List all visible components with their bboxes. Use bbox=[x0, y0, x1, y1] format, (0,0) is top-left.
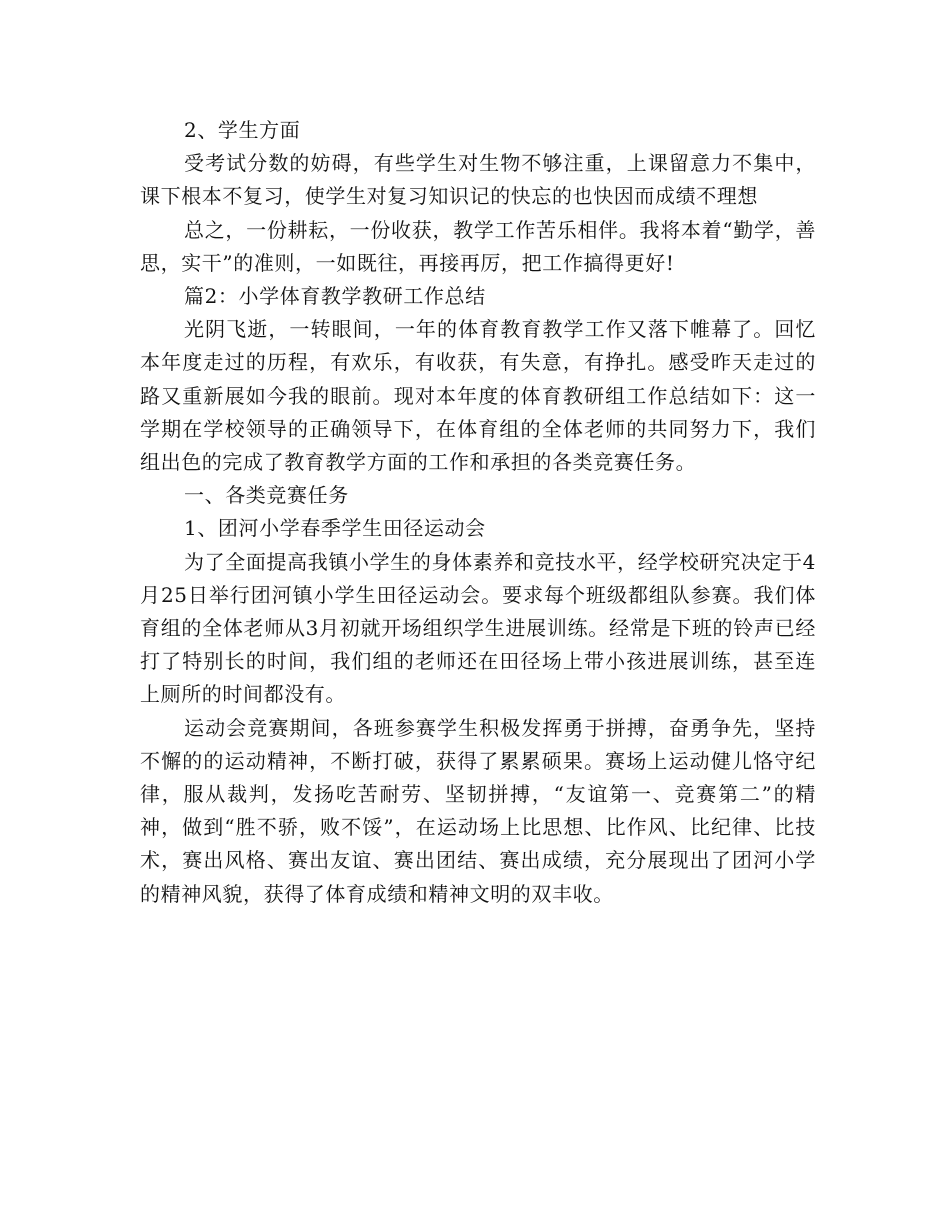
paragraph-student-issues: 受考试分数的妨碍，有些学生对生物不够注重，上课留意力不集中，课下根本不复习，使学生对复习知识记的快忘的也快因而成绩不理想 bbox=[140, 151, 816, 209]
document-body bbox=[140, 114, 816, 911]
paragraph-competition-period: 运动会竞赛期间，各班参赛学生积极发挥勇于拼搏，奋勇争先，坚持不懈的的运动精神，不断打破，获得了累累硕果。赛场上运动健儿恪守纪律，服从裁判，发扬吃苦耐劳、坚韧拼搏，“友谊第一、竞赛第二”的精神，做到“胜不骄，败不馁”，在运动场上比思想、比作风、比纪律、比技术，赛出风格、赛出友谊、赛出团结、赛出成绩，充分展现出了团河小学的精神风貌，获得了体育成绩和精神文明的双丰收。 bbox=[140, 715, 816, 906]
subheading-student-aspect: 2、学生方面 bbox=[184, 118, 301, 142]
paragraph-conclusion: 总之，一份耕耘，一份收获，教学工作苦乐相伴。我将本着“勤学，善思，实干”的准则，一如既往，再接再厉，把工作搞得更好! bbox=[140, 217, 816, 275]
section-heading-competitions: 一、各类竞赛任务 bbox=[184, 483, 349, 508]
article-title: 篇2：小学体育教学教研工作总结 bbox=[184, 284, 486, 309]
paragraph-track-meet: 为了全面提高我镇小学生的身体素养和竞技水平，经学校研究决定于4月25日举行团河镇小学生田径运动会。要求每个班级都组队参赛。我们体育组的全体老师从3月初就开场组织学生进展训练。经常是下班的铃声已经打了特别长的时间，我们组的老师还在田径场上带小孩进展训练，甚至连上厕所的时间都没有。 bbox=[140, 549, 816, 707]
paragraph-intro: 光阴飞逝，一转眼间，一年的体育教育教学工作又落下帷幕了。回忆本年度走过的历程，有欢乐，有收获，有失意，有挣扎。感受昨天走过的路又重新展如今我的眼前。现对本年度的体育教研组工作总结如下：这一学期在学校领导的正确领导下，在体育组的全体老师的共同努力下，我们组出色的完成了教育教学方面的工作和承担的各类竞赛任务。 bbox=[140, 317, 816, 475]
subheading-track-meet: 1、团河小学春季学生田径运动会 bbox=[184, 516, 486, 541]
